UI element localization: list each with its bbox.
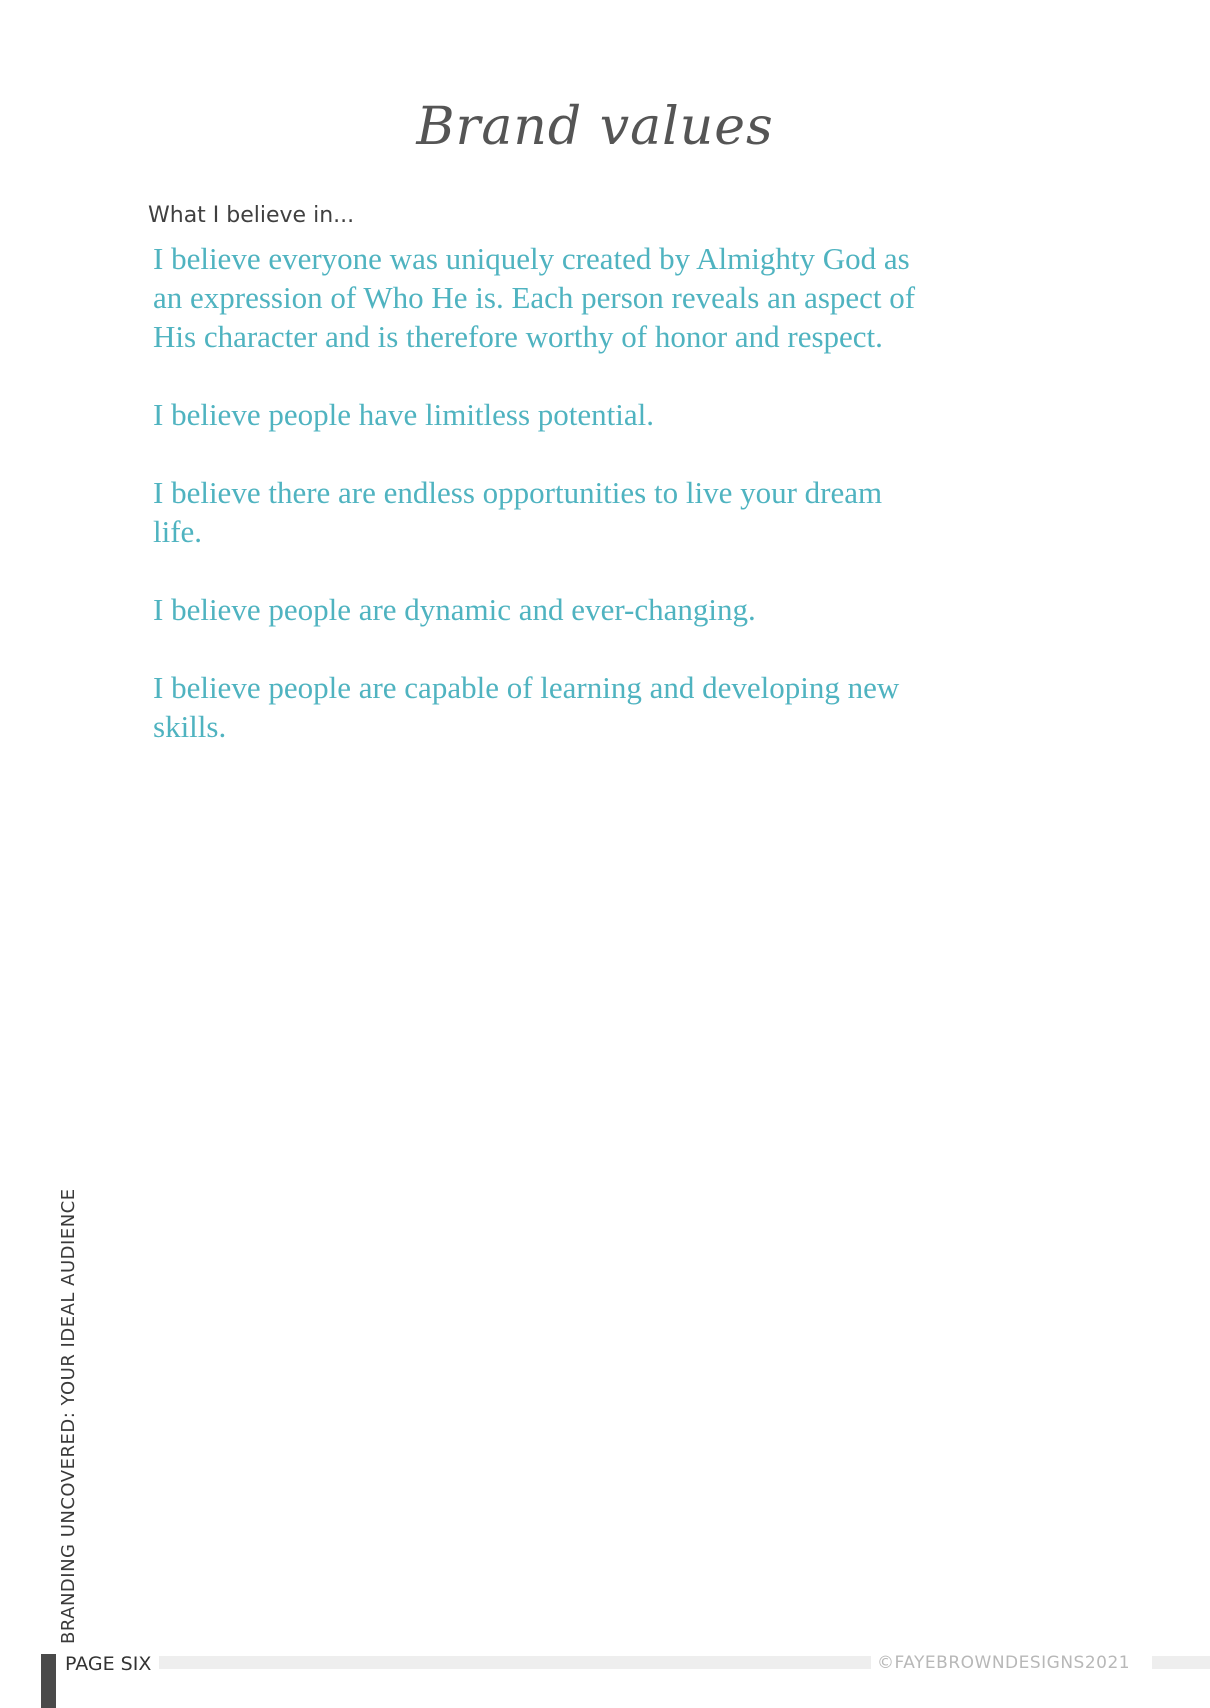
intro-text: What I believe in... (148, 203, 355, 228)
page-title: Brand values (416, 96, 774, 157)
belief-item: I believe people are dynamic and ever-changing. (153, 592, 756, 627)
document-title-vertical: BRANDING UNCOVERED: YOUR IDEAL AUDIENCE (58, 1188, 79, 1644)
copyright-text: ©FAYEBROWNDESIGNS2021 (877, 1653, 1131, 1673)
belief-item: I believe everyone was uniquely created by Almighty God as an expression of Who He is. Each person reveals an aspect of His character and is therefore worthy of honor and respect. (153, 241, 916, 354)
belief-item: I believe there are endless opportunities to live your dream life. (153, 475, 883, 549)
belief-item: I believe people have limitless potential. (153, 397, 655, 432)
page-marker-bar (41, 1654, 56, 1708)
footer-rule-end (1152, 1656, 1210, 1669)
belief-item: I believe people are capable of learning and developing new skills. (153, 670, 900, 744)
page-number: PAGE SIX (65, 1653, 152, 1675)
belief-list (153, 239, 933, 785)
footer-rule (159, 1656, 871, 1669)
